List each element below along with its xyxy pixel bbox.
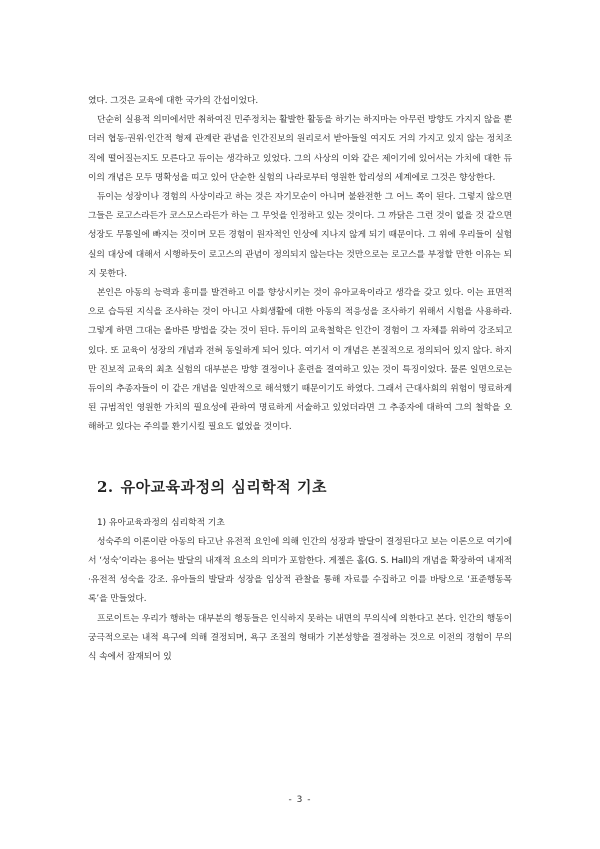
- section-number: 2.: [97, 477, 114, 496]
- page-number: - 3 -: [288, 795, 312, 805]
- paragraph: 본인은 아동의 능력과 흥미를 발견하고 이를 향상시키는 것이 유아교육이라고 생각을 갖고 있다. 이는 표면적으로 습득된 지식을 조사하는 것이 아니고 사회생활에 대한 아동의 적응성을 조사하기 위해서 시험을 사용하라. 그렇게 하면 그대는 올바른 방법을 갖는 것이 된다. 듀이의 교육철학은 인간이 경험이 그 자체를 위하여 강조되고 있다. 또 교육이 성장의 개념과 전혀 동일하게 되어 있다. 여기서 이 개념은 본질적으로 정의되어 있지 않다. 하지만 진보적 교육의 최초 실험의 대부분은 방향 결정이나 훈련을 결여하고 있는 것이 특징이었다. 물론 일면으로는 듀이의 추종자들이 이 같은 개념을 일반적으로 해석했기 때문이기도 하였다. 그래서 근대사회의 위험이 명료하게 된 규범적인 영원한 가치의 필요성에 관하여 명료하게 서술하고 있었더라면 그 추종자에 대하여 그의 철학을 오해하고 있다는 주의를 환기시킬 필요도 없었을 것이다.: [88, 288, 512, 433]
- paragraph: 성숙주의 이론이란 아동의 타고난 유전적 요인에 의해 인간의 성장과 발달이 결정된다고 보는 이론으로 여기에서 ‘성숙’이라는 용어는 발달의 내재적 요소의 의미가 포함한다. 게젤은 홀(G. S. Hall)의 개념을 확장하여 내재적·유전적 성숙을 강조. 유아들의 발달과 성장을 임상적 관찰을 통해 자료를 수집하고 이를 바탕으로 ‘표준행동목록’을 만들었다.: [88, 536, 512, 605]
- paragraph: 단순히 실용적 의미에서만 취하여진 민주정치는 활발한 활동을 하기는 하지마는 아무런 방향도 가지지 않을 뿐더러 협동·권위·인간적 형제 관계란 관념을 인간진보의 원리로서 받아들일 여지도 거의 가지고 있지 않는 정치조직에 떨어질는지도 모른다고 듀이는 생각하고 있었다. 그의 사상의 이와 같은 제이기에 있어서는 가치에 대한 듀이의 개념은 모두 명확성을 띠고 있어 단순한 실험의 나라로부터 영원한 합리성의 세계에로 그것은 향상한다.: [88, 115, 512, 183]
- section-title: 유아교육과정의 심리학적 기초: [120, 477, 327, 496]
- paragraph: 듀이는 성장이나 경험의 사상이라고 하는 것은 자기모순이 아니며 불완전한 그 어느 쪽이 된다. 그렇지 않으면 그들은 로고스라든가 코스모스라든가 하는 그 무엇을 인정하고 있는 것이다. 그 까닭은 그런 것이 없을 것 같으면 성장도 무통일에 빠지는 것이며 모든 경험이 원자적인 인상에 지나지 않게 되기 때문이다. 그 위에 우리들이 실험실의 대상에 대해서 시행하듯이 로고스의 관념이 정의되지 않는다는 것만으로는 로고스를 부정할 만한 이유는 되지 못한다.: [88, 192, 512, 279]
- paragraph: 였다. 그것은 교육에 대한 국가의 간섭이었다.: [88, 96, 259, 106]
- document-body: [88, 92, 512, 667]
- paragraph: 프로이트는 우리가 행하는 대부분의 행동들은 인식하지 못하는 내면의 무의식에 의한다고 본다. 인간의 행동이 궁극적으로는 내적 욕구에 의해 결정되며, 욕구 조절의 형태가 기본성향을 결정하는 것으로 이전의 경험이 무의식 속에서 잠재되어 있: [88, 613, 512, 663]
- subsection-heading: 1) 유아교육과정의 심리학적 기초: [97, 517, 225, 528]
- section-heading: [97, 477, 512, 497]
